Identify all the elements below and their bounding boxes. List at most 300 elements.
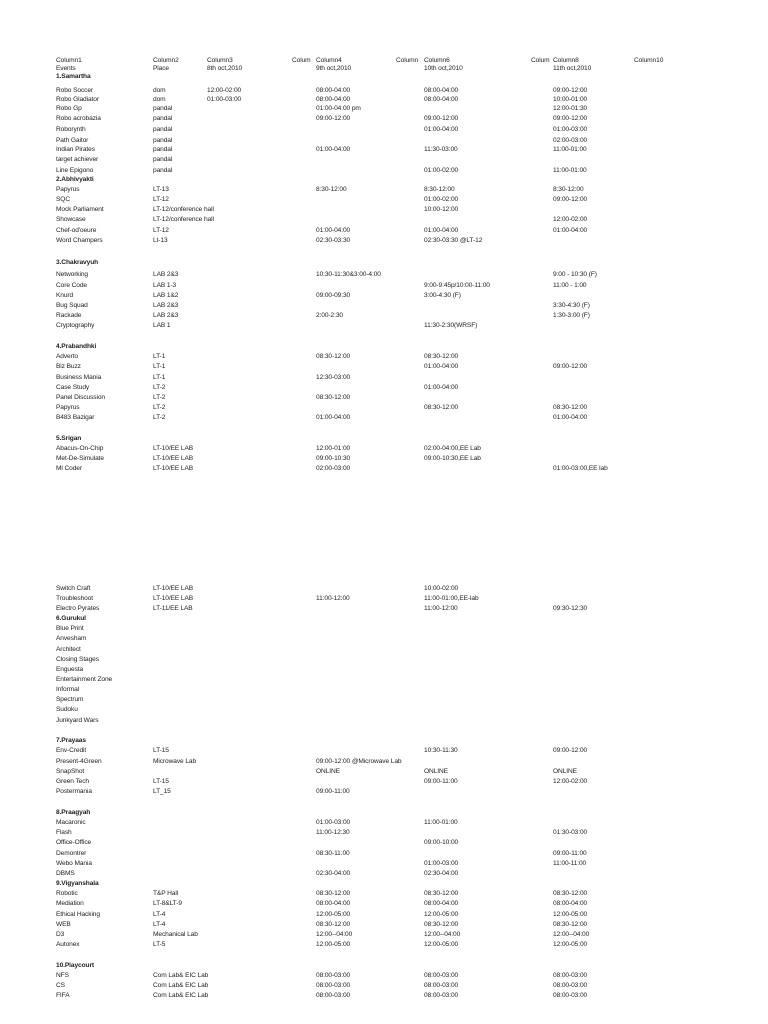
table-cell: 10:30-11:30&3:00-4:00 [316,271,381,278]
table-row [0,236,768,245]
table-cell: Env-Credit [56,747,87,754]
table-cell: Webo Mania [56,860,92,867]
table-cell: LAB 1 [153,322,171,329]
table-cell: LT-2 [153,414,166,421]
table-row [0,136,768,145]
table-cell: Case Study [56,384,90,391]
table-row [0,757,768,766]
table-cell: 01:30-03:00 [553,829,588,836]
table-cell: Biz Buzz [56,363,81,370]
section-header-row [0,808,768,817]
table-row [0,655,768,664]
table-cell: 08:30-12:00 [553,921,588,928]
table-cell: 4.Prabandhki [56,343,97,350]
table-row [0,95,768,104]
table-cell: Ethical Hacking [56,911,100,918]
table-cell: Mock Parliament [56,206,104,213]
table-cell: LT-2 [153,404,166,411]
table-cell: 02:30-03:30 [316,237,351,244]
table-row [0,166,768,175]
table-cell: LT-5 [153,941,166,948]
table-cell: 09:00-12:00 [553,363,588,370]
table-cell: LT-11/EE LAB [153,605,193,612]
section-header-row [0,961,768,970]
table-cell: Robotic [56,890,78,897]
table-cell: 02:30-04:00 [424,870,459,877]
table-cell: LAB 2&3 [153,312,179,319]
table-cell: 12:00-02:00 [207,87,242,94]
table-row [0,971,768,980]
table-cell: pandal [153,167,173,174]
table-cell: 12:00-01:00 [316,445,351,452]
table-cell: LT-10/EE LAB [153,455,194,462]
table-cell: 08:00-03:00 [424,992,459,999]
table-cell: 01:00-03:00 [424,860,459,867]
table-cell: 08:00-04:00 [316,96,351,103]
table-cell: 08:00-03:00 [316,972,351,979]
table-cell: 09:00-12:00 [553,747,588,754]
table-row [0,205,768,214]
table-row [0,321,768,330]
table-cell: LT-12/conference hall [153,216,214,223]
table-cell: Present-4Green [56,758,102,765]
table-cell: 09:30-12:30 [553,605,588,612]
table-row [0,849,768,858]
table-cell: Events [56,65,76,72]
section-header-row [0,879,768,888]
table-cell: pandal [153,137,173,144]
section-header-row [0,736,768,745]
table-cell: Path Gaitor [56,137,89,144]
table-cell: Column10 [634,57,664,64]
table-cell: Electro Pyrates [56,605,100,612]
table-cell: Column2 [153,57,179,64]
table-row [0,301,768,310]
table-cell: 09:00-12:00 [553,115,588,122]
table-cell: Rackade [56,312,82,319]
table-cell: 01:00-04:00 [424,126,459,133]
table-row [0,413,768,422]
table-cell: 12:00-05:00 [553,941,588,948]
table-cell: Robo Gladiator [56,96,99,103]
table-cell: 01:00-04:00 [424,227,459,234]
table-cell: Abacus-On-Chip [56,445,104,452]
table-cell: 12:00-01:30 [553,105,588,112]
table-row [0,940,768,949]
table-cell: Green Tech [56,778,89,785]
table-cell: 11:30-2:30(WRSF) [424,322,478,329]
table-row [0,695,768,704]
table-row [0,444,768,453]
table-cell: 01:00-03:00 [207,96,242,103]
table-cell: 9.Vigyanshala [56,880,99,887]
table-cell: LT-4 [153,921,166,928]
table-row [0,981,768,990]
table-cell: Robo acrobazia [56,115,101,122]
table-cell: Entertainment Zone [56,676,113,683]
table-cell: Informal [56,686,80,693]
table-cell: 11:00-11:00 [553,860,587,867]
table-cell: 09:00-10:30,EE Lab [424,455,481,462]
table-cell: dom [153,96,166,103]
table-cell: LT-15 [153,747,169,754]
table-cell: 08:00-04:00 [424,87,459,94]
table-cell: Office-Office [56,839,92,846]
table-cell: 09:00-12:00 [316,115,351,122]
table-cell: Bug Squad [56,302,88,309]
table-cell: ONLINE [316,768,340,775]
table-cell: 11:30-03:00 [424,146,458,153]
table-row [0,899,768,908]
table-cell: 08:30-12:00 [424,921,459,928]
table-row [0,393,768,402]
table-cell: 8:30-12:00 [316,186,347,193]
table-cell: 08:30-12:00 [424,404,459,411]
table-cell: Column6 [424,57,450,64]
table-row [0,991,768,1000]
table-row [0,604,768,613]
table-cell: Chef-od'oeure [56,227,97,234]
table-row [0,311,768,320]
table-cell: 01:00-04:00 [316,227,351,234]
table-cell: 12:00-05:00 [553,911,588,918]
section-header-row [0,175,768,184]
table-cell: pandal [153,126,173,133]
table-cell: 12:00-05:00 [424,941,459,948]
table-cell: 9:00-9:45p/10:00-11:00 [424,282,490,289]
table-cell: Enguesta [56,666,84,673]
table-cell: SQC [56,196,70,203]
table-cell: Column4 [316,57,342,64]
table-cell: pandal [153,146,173,153]
table-cell: Mediation [56,900,84,907]
table-cell: WEB [56,921,71,928]
table-cell: LAB 1&2 [153,292,179,299]
table-cell: Place [153,65,169,72]
table-cell: Macaronic [56,819,86,826]
table-cell: Word Champers [56,237,103,244]
table-cell: Architect [56,646,81,653]
table-cell: 08:00-04:00 [424,900,459,907]
table-cell: 08:00-03:00 [553,992,588,999]
table-cell: pandal [153,115,173,122]
table-cell: CS [56,982,65,989]
table-row [0,270,768,279]
table-cell: 10:00-01:00 [553,96,588,103]
table-cell: Com Lab& EIC Lab [153,982,209,989]
table-cell: Robo Gp [56,105,82,112]
table-cell: 7.Prayaas [56,737,86,744]
section-header-row [0,258,768,267]
table-cell: 08:30-12:00 [424,353,459,360]
table-row [0,464,768,473]
table-row [0,185,768,194]
table-cell: dom [153,87,166,94]
table-row [0,634,768,643]
table-cell: 11th oct,2010 [553,65,592,72]
table-cell: Knurd [56,292,74,299]
table-cell: 01:00-04:00 [553,414,588,421]
table-cell: T&P Hall [153,890,179,897]
section-header-row [0,72,768,81]
table-cell: Roborynth [56,126,86,133]
table-row [0,403,768,412]
table-cell: LT-12 [153,196,169,203]
table-row [0,675,768,684]
table-row [0,920,768,929]
table-cell: LT-12/conference hall [153,206,214,213]
table-cell: 01:00-04:00 [316,414,351,421]
table-cell: 01:00-03:00 [316,819,351,826]
table-row [0,746,768,755]
table-row [0,145,768,154]
table-cell: Column [396,57,419,64]
table-row [0,838,768,847]
table-row [0,869,768,878]
table-cell: Mechanical Lab [153,931,198,938]
table-cell: 08:00-04:00 [316,900,351,907]
table-cell: 12:00-05:00 [316,911,351,918]
table-row [0,685,768,694]
table-cell: Robo Soccer [56,87,94,94]
table-cell: 12:00-05:00 [316,941,351,948]
table-cell: 5.Srigan [56,435,82,442]
table-row [0,86,768,95]
table-cell: 02:00-03:00 [553,137,588,144]
section-header-row [0,614,768,623]
table-row [0,114,768,123]
table-row [0,362,768,371]
table-cell: Column1 [56,57,82,64]
section-header-row [0,434,768,443]
table-cell: 02:30-03:30 @LT-12 [424,237,483,244]
table-cell: LT_15 [153,788,171,795]
table-cell: Troubleshoot [56,595,94,602]
table-cell: 09:00-11:00 [424,778,458,785]
table-cell: LT-1 [153,363,166,370]
table-cell: 9:00 - 10:30 (F) [553,271,597,278]
table-cell: 08:00-04:00 [553,900,588,907]
table-cell: 10:30-11:30 [424,747,458,754]
table-cell: 3:30-4:30 (F) [553,302,590,309]
table-row [0,104,768,113]
table-cell: Line Epigono [56,167,94,174]
table-cell: 12:00-05:00 [424,911,459,918]
table-cell: ONLINE [424,768,448,775]
table-cell: Demontrer [56,850,87,857]
table-cell: LT-10/EE LAB [153,595,194,602]
table-cell: Indian Pirates [56,146,95,153]
table-cell: Blue Print [56,625,84,632]
table-row [0,859,768,868]
table-row [0,584,768,593]
table-cell: Closing Stages [56,656,99,663]
table-cell: 09:00-11:00 [316,788,350,795]
table-cell: Networking [56,271,88,278]
table-cell: FIFA [56,992,70,999]
table-cell: 12:30-03:00 [316,374,351,381]
table-row [0,716,768,725]
table-row [0,454,768,463]
table-cell: Ml Coder [56,465,82,472]
table-cell: LT-10/EE LAB [153,465,194,472]
table-cell: 12:00-02:00 [553,778,588,785]
table-cell: Switch Craft [56,585,91,592]
table-cell: 09:00-12:00 @Microwave Lab [316,758,402,765]
table-cell: 02:00-04:00,EE Lab [424,445,481,452]
table-cell: SnapShot [56,768,85,775]
table-cell: 01:00-02:00 [424,167,459,174]
table-cell: 11:00-12:00 [316,595,350,602]
table-row [0,125,768,134]
table-cell: Colum [531,57,550,64]
table-cell: 10th oct,2010 [424,65,463,72]
table-cell: LAB 1-3 [153,282,177,289]
table-cell: 11:00 - 1:00 [553,282,587,289]
table-cell: 01:00-02:00 [424,196,459,203]
table-row [0,226,768,235]
table-cell: 02:00-03:00 [316,465,351,472]
table-cell: pandal [153,156,173,163]
table-cell: Sudoku [56,706,78,713]
table-cell: 01:00-03:00,EE lab [553,465,608,472]
table-cell: 2.Abhivyakti [56,176,94,183]
table-cell: Autonex [56,941,80,948]
table-cell: 2:00-2:30 [316,312,343,319]
table-row [0,889,768,898]
table-cell: LT-2 [153,394,166,401]
table-cell: LAB 2&3 [153,302,179,309]
table-cell: 08:00-03:00 [553,972,588,979]
table-cell: 11:00-12:30 [316,829,350,836]
table-cell: Adverto [56,353,79,360]
table-cell: 08:30-12:00 [553,890,588,897]
table-cell: 08:00-03:00 [553,982,588,989]
table-cell: 12:00--04:00 [553,931,590,938]
table-row [0,352,768,361]
table-cell: 12:00--04:00 [316,931,353,938]
table-row [0,930,768,939]
table-cell: 08:30-12:00 [316,921,351,928]
table-cell: 11:00-12:00 [424,605,458,612]
table-row [0,645,768,654]
table-cell: 10:00-12:00 [424,206,459,213]
table-cell: LT-13 [153,186,169,193]
table-cell: Microwave Lab [153,758,197,765]
table-cell: 09:00-12:00 [553,87,588,94]
table-cell: 09:00-11:00 [553,850,587,857]
table-cell: Postermania [56,788,92,795]
table-cell: Lt-13 [153,237,168,244]
table-cell: 09:00-12:00 [553,196,588,203]
table-cell: 08:00-03:00 [424,982,459,989]
table-cell: 10.Playcourt [56,962,95,969]
table-cell: 08:30-12:00 [316,353,351,360]
table-cell: 1.Samartha [56,73,91,80]
table-cell: Panel Discussion [56,394,105,401]
table-cell: 08:00-04:00 [424,96,459,103]
table-cell: Column8 [553,57,579,64]
table-cell: LT-1 [153,374,166,381]
table-cell: 10:00-02:00 [424,585,459,592]
table-cell: 08:00-03:00 [316,982,351,989]
table-cell: Spectrum [56,696,84,703]
table-cell: Anvesham [56,635,87,642]
table-row [0,373,768,382]
table-cell: Junkyard Wars [56,717,99,724]
table-cell: LT-10/EE LAB [153,445,194,452]
table-cell: LT-15 [153,778,169,785]
table-cell: 11:00-01:00,EE-lab [424,595,479,602]
section-header-row [0,342,768,351]
table-row [0,705,768,714]
table-cell: LT-8&LT-9 [153,900,182,907]
table-cell: Com Lab& EIC Lab [153,972,209,979]
table-cell: DBMS [56,870,75,877]
table-cell: 1:30-3:00 (F) [553,312,590,319]
table-row [0,281,768,290]
table-cell: Com Lab& EIC Lab [153,992,209,999]
table-cell: 12:00-02:00 [553,216,588,223]
table-cell: 9th oct,2010 [316,65,352,72]
table-cell: 08:00-03:00 [316,992,351,999]
table-row [0,777,768,786]
table-cell: 3.Chakravyuh [56,259,99,266]
table-cell: 11:00-01:00 [424,819,458,826]
table-cell: 8th oct,2010 [207,65,243,72]
table-cell: 8:30-12:00 [424,186,455,193]
table-cell: ONLINE [553,768,577,775]
table-cell: Core Code [56,282,87,289]
table-cell: 09:00-09:30 [316,292,351,299]
table-row [0,624,768,633]
table-cell: LT-10/EE LAB [153,585,194,592]
table-cell: Showcase [56,216,86,223]
table-cell: 08:00-03:00 [424,972,459,979]
table-cell: 01:00-04:00 [553,227,588,234]
table-cell: Business Mania [56,374,102,381]
table-row [0,594,768,603]
table-row [0,383,768,392]
table-cell: 01:00-04:00 [424,363,459,370]
table-cell: 6.Gurukul [56,615,86,622]
table-cell: target achiever [56,156,99,163]
table-cell: 01:00-03:00 [553,126,588,133]
table-cell: Papyrus [56,404,80,411]
table-cell: 01:00-04:00 [424,384,459,391]
table-cell: 01:00-04:00 [316,146,351,153]
table-cell: Column3 [207,57,233,64]
table-cell: LT-2 [153,384,166,391]
table-cell: LT-1 [153,353,166,360]
table-row [0,155,768,164]
table-row [0,910,768,919]
table-cell: 08:30-11:00 [316,850,350,857]
table-row [0,291,768,300]
table-cell: 08:30-12:00 [424,890,459,897]
table-cell: 09:00-12:00 [424,115,459,122]
table-cell: 08:30-12:00 [316,890,351,897]
table-row [0,787,768,796]
table-cell: 8.Praagyah [56,809,91,816]
table-cell: 01:00-04:00 pm [316,105,361,112]
table-cell: 02:30-04:00 [316,870,351,877]
table-row [0,215,768,224]
table-row [0,665,768,674]
table-cell: 12:00--04:00 [424,931,461,938]
table-cell: 08:30-12:00 [316,394,351,401]
table-row [0,818,768,827]
